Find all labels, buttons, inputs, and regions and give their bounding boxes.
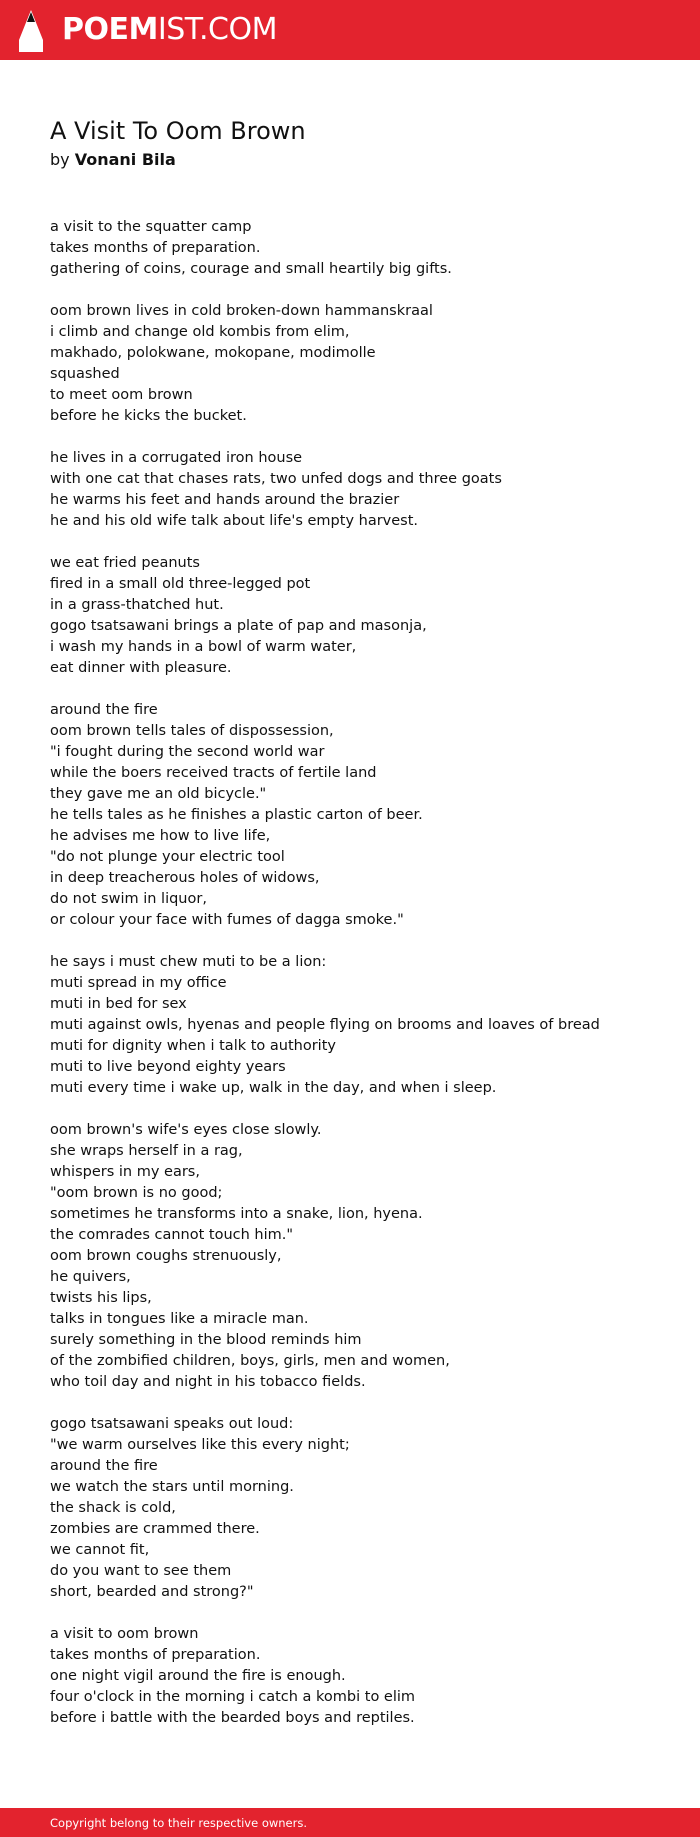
poem-line: before i battle with the bearded boys and reptiles.: [50, 1710, 415, 1726]
poem-line: "oom brown is no good;: [50, 1185, 223, 1201]
poem-stanza: [50, 217, 670, 280]
poem-line: squashed: [50, 366, 120, 382]
poem-line: in deep treacherous holes of widows,: [50, 870, 320, 886]
poem-line: oom brown tells tales of dispossession,: [50, 723, 334, 739]
poem-line: talks in tongues like a miracle man.: [50, 1311, 309, 1327]
poem-line: oom brown lives in cold broken-down hammanskraal: [50, 303, 433, 319]
poem-stanza: [50, 952, 670, 1099]
poem-body: [50, 217, 670, 1750]
poem-line: he lives in a corrugated iron house: [50, 450, 303, 466]
poem-line: the comrades cannot touch him.": [50, 1227, 294, 1243]
poem-line: around the fire: [50, 702, 158, 718]
poem-line: to meet oom brown: [50, 387, 193, 403]
poem-line: we watch the stars until morning.: [50, 1479, 294, 1495]
poem-line: do not swim in liquor,: [50, 891, 207, 907]
poem-line: oom brown coughs strenuously,: [50, 1248, 282, 1264]
poem-stanza: [50, 1120, 670, 1393]
poem-line: a visit to oom brown: [50, 1626, 199, 1642]
poem-line: four o'clock in the morning i catch a kombi to elim: [50, 1689, 416, 1705]
poem-line: he tells tales as he finishes a plastic carton of beer.: [50, 807, 423, 823]
copyright-text: Copyright belong to their respective owners.: [50, 1816, 308, 1830]
poem-stanza: [50, 700, 670, 931]
poem-line: makhado, polokwane, mokopane, modimolle: [50, 345, 376, 361]
poem-line: she wraps herself in a rag,: [50, 1143, 243, 1159]
poem-stanza: [50, 301, 670, 427]
poem-line: muti every time i wake up, walk in the day, and when i sleep.: [50, 1080, 497, 1096]
poem-line: or colour your face with fumes of dagga smoke.": [50, 912, 404, 928]
poem-line: gathering of coins, courage and small heartily big gifts.: [50, 261, 452, 277]
poem-line: i wash my hands in a bowl of warm water,: [50, 639, 357, 655]
poem-line: he quivers,: [50, 1269, 131, 1285]
poem-title: A Visit To Oom Brown: [50, 117, 306, 145]
poem-line: takes months of preparation.: [50, 1647, 261, 1663]
byline: [50, 148, 176, 172]
poem-line: he advises me how to live life,: [50, 828, 271, 844]
poem-line: before he kicks the bucket.: [50, 408, 247, 424]
poem-stanza: [50, 553, 670, 679]
site-footer: [0, 1808, 700, 1837]
poem-line: "we warm ourselves like this every night;: [50, 1437, 350, 1453]
logo-light-text: IST.COM: [157, 12, 277, 47]
poem-line: muti to live beyond eighty years: [50, 1059, 286, 1075]
poem-line: with one cat that chases rats, two unfed dogs and three goats: [50, 471, 502, 487]
poem-line: a visit to the squatter camp: [50, 219, 252, 235]
poem-line: he says i must chew muti to be a lion:: [50, 954, 327, 970]
poem-line: muti in bed for sex: [50, 996, 187, 1012]
poem-line: muti spread in my office: [50, 975, 227, 991]
poem-line: short, bearded and strong?": [50, 1584, 254, 1600]
poem-line: of the zombified children, boys, girls, men and women,: [50, 1353, 450, 1369]
poem-line: we cannot fit,: [50, 1542, 150, 1558]
logo-bold-text: POEM: [62, 12, 158, 47]
poem-line: "do not plunge your electric tool: [50, 849, 285, 865]
poem-stanza: [50, 1414, 670, 1603]
poem-line: they gave me an old bicycle.": [50, 786, 267, 802]
author-name[interactable]: Vonani Bila: [74, 150, 176, 169]
poem-line: gogo tsatsawani speaks out loud:: [50, 1416, 294, 1432]
poem-line: whispers in my ears,: [50, 1164, 200, 1180]
poem-line: around the fire: [50, 1458, 158, 1474]
poem-line: twists his lips,: [50, 1290, 152, 1306]
poem-line: takes months of preparation.: [50, 240, 261, 256]
poem-line: the shack is cold,: [50, 1500, 176, 1516]
poem-line: zombies are crammed there.: [50, 1521, 260, 1537]
poem-line: "i fought during the second world war: [50, 744, 325, 760]
poem-line: he warms his feet and hands around the brazier: [50, 492, 400, 508]
poem-line: do you want to see them: [50, 1563, 232, 1579]
site-logo[interactable]: [62, 8, 277, 52]
poem-line: oom brown's wife's eyes close slowly.: [50, 1122, 322, 1138]
poem-line: muti against owls, hyenas and people flying on brooms and loaves of bread: [50, 1017, 600, 1033]
site-header: [0, 0, 700, 60]
poem-line: who toil day and night in his tobacco fields.: [50, 1374, 366, 1390]
poem-line: we eat fried peanuts: [50, 555, 200, 571]
poem-line: while the boers received tracts of fertile land: [50, 765, 377, 781]
poem-line: sometimes he transforms into a snake, lion, hyena.: [50, 1206, 423, 1222]
poem-line: fired in a small old three-legged pot: [50, 576, 311, 592]
poem-line: eat dinner with pleasure.: [50, 660, 232, 676]
poem-stanza: [50, 448, 670, 532]
by-label: by: [50, 150, 70, 169]
poem-line: one night vigil around the fire is enough.: [50, 1668, 346, 1684]
poem-line: surely something in the blood reminds him: [50, 1332, 362, 1348]
poem-line: in a grass-thatched hut.: [50, 597, 224, 613]
poem-line: gogo tsatsawani brings a plate of pap and masonja,: [50, 618, 427, 634]
poem-line: he and his old wife talk about life's empty harvest.: [50, 513, 419, 529]
pencil-tip-icon[interactable]: [18, 10, 44, 52]
poem-line: muti for dignity when i talk to authority: [50, 1038, 336, 1054]
poem-stanza: [50, 1624, 670, 1729]
poem-line: i climb and change old kombis from elim,: [50, 324, 350, 340]
